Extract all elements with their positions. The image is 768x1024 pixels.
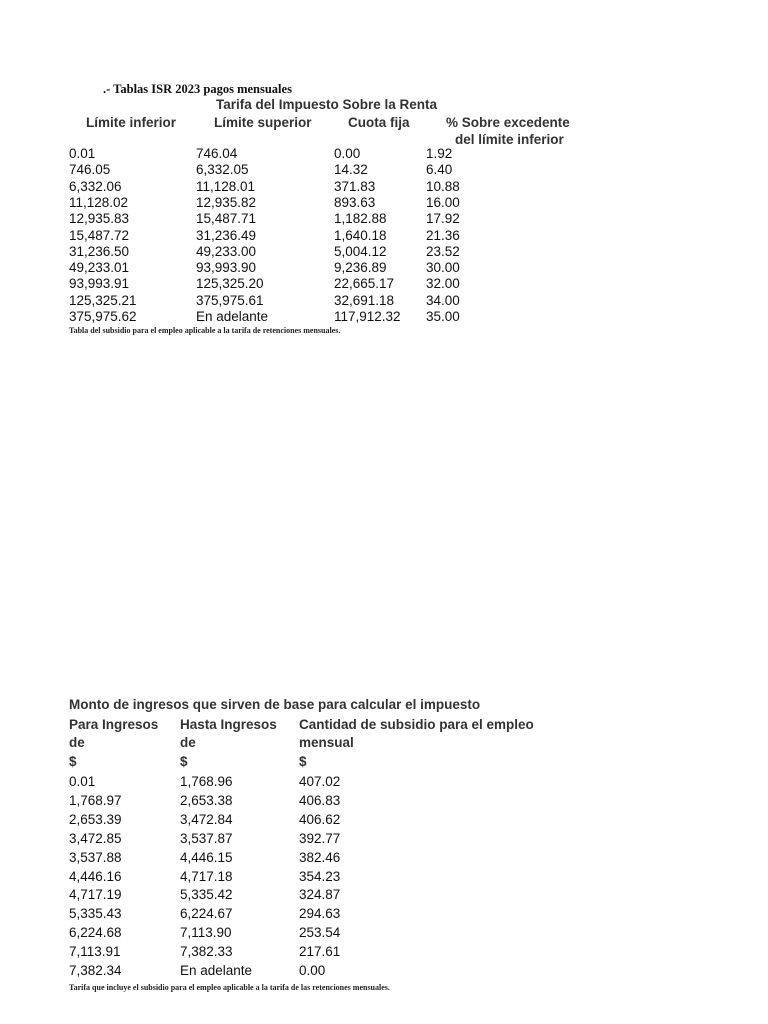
subsidio-col-hasta-ingresos-line2: de: [180, 735, 196, 750]
subsidio-cell-cantidad: 392.77: [299, 830, 341, 846]
isr-cell-limite-inferior: 11,128.02: [69, 194, 129, 210]
subsidio-col-cantidad-line2: mensual: [299, 735, 354, 750]
isr-cell-limite-superior: En adelante: [196, 309, 269, 324]
subsidio-cell-para-ingresos: 0.01: [69, 774, 96, 789]
subsidio-cell-para-ingresos: 6,224.68: [69, 925, 122, 941]
subsidio-col-para-ingresos: [69, 716, 158, 752]
subsidio-cell-hasta-ingresos: 5,335.42: [180, 887, 233, 903]
isr-cell-cuota-fija: 1,182.88: [334, 211, 387, 227]
isr-cell-limite-superior: 6,332.05: [196, 162, 249, 178]
isr-col-limite-inferior: Límite inferior: [86, 115, 177, 130]
isr-cell-porcentaje: 6.40: [426, 162, 453, 178]
isr-cell-cuota-fija: 1,640.18: [334, 227, 387, 243]
isr-cell-limite-superior: 31,236.49: [196, 227, 257, 243]
subsidio-cell-cantidad: 217.61: [299, 944, 341, 960]
isr-cell-cuota-fija: 32,691.18: [334, 292, 395, 308]
isr-cell-cuota-fija: 22,665.17: [334, 276, 395, 292]
subsidio-cell-para-ingresos: 7,382.34: [69, 963, 122, 978]
isr-cell-porcentaje: 23.52: [426, 243, 460, 259]
isr-cell-porcentaje: 10.88: [426, 178, 460, 194]
subsidio-cell-para-ingresos: 4,717.19: [69, 887, 122, 903]
isr-cell-porcentaje: 30.00: [426, 260, 460, 276]
subsidio-cell-hasta-ingresos: En adelante: [180, 963, 253, 978]
subsidio-cell-para-ingresos: 3,472.85: [69, 830, 122, 846]
isr-cell-cuota-fija: 14.32: [334, 162, 368, 178]
isr-cell-limite-inferior: 15,487.72: [69, 227, 130, 243]
subsidio-cell-hasta-ingresos: 3,472.84: [180, 811, 233, 827]
subsidio-col-cantidad: [299, 716, 534, 752]
isr-col-porcentaje-line2: del límite inferior: [455, 132, 564, 147]
isr-col-cuota-fija: Cuota fija: [348, 115, 410, 130]
isr-cell-limite-inferior: 746.05: [69, 162, 111, 178]
subsidio-cell-para-ingresos: 3,537.88: [69, 849, 122, 865]
subsidio-col-hasta-ingresos: [180, 716, 277, 752]
subsidio-cell-cantidad: 324.87: [299, 887, 341, 903]
isr-cell-porcentaje: 17.92: [426, 211, 460, 227]
subsidio-cell-para-ingresos: 5,335.43: [69, 906, 122, 922]
subsidio-cell-para-ingresos: 4,446.16: [69, 868, 122, 884]
subsidio-cell-hasta-ingresos: 4,717.18: [180, 868, 233, 884]
isr-col-limite-superior: Límite superior: [214, 115, 312, 130]
subsidio-cell-hasta-ingresos: 7,382.33: [180, 944, 233, 960]
subsidio-cell-hasta-ingresos: 6,224.67: [180, 906, 233, 922]
subsidio-cell-cantidad: 406.83: [299, 792, 341, 808]
subsidio-cell-hasta-ingresos: 4,446.15: [180, 849, 233, 865]
isr-cell-limite-inferior: 6,332.06: [69, 178, 122, 194]
subsidio-cell-cantidad: 253.54: [299, 925, 341, 941]
isr-cell-limite-inferior: 93,993.91: [69, 276, 130, 292]
isr-footnote: Tabla del subsidio para el empleo aplicable a la tarifa de retenciones mensuales.: [69, 326, 341, 335]
subsidio-table-title: Monto de ingresos que sirven de base para calcular el impuesto: [69, 697, 481, 712]
subsidio-cell-para-ingresos: 7,113.91: [69, 944, 121, 960]
isr-cell-porcentaje: 16.00: [426, 194, 460, 210]
subsidio-cell-para-ingresos: 2,653.39: [69, 811, 122, 827]
isr-cell-limite-superior: 125,325.20: [196, 276, 264, 292]
isr-cell-cuota-fija: 893.63: [334, 194, 376, 210]
isr-cell-limite-superior: 12,935.82: [196, 194, 257, 210]
isr-cell-limite-superior: 746.04: [196, 146, 238, 161]
isr-cell-limite-inferior: 49,233.01: [69, 260, 130, 276]
isr-cell-porcentaje: 1.92: [426, 146, 453, 161]
isr-cell-cuota-fija: 5,004.12: [334, 243, 387, 259]
subsidio-cell-hasta-ingresos: 1,768.96: [180, 774, 233, 789]
isr-col-porcentaje: % Sobre excedente: [446, 115, 570, 130]
subsidio-cell-cantidad: 406.62: [299, 811, 341, 827]
isr-cell-porcentaje: 32.00: [426, 276, 460, 292]
isr-cell-limite-inferior: 125,325.21: [69, 292, 137, 308]
isr-cell-cuota-fija: 0.00: [334, 146, 361, 161]
isr-cell-limite-inferior: 0.01: [69, 146, 96, 161]
subsidio-col-para-ingresos-line2: de: [69, 735, 85, 750]
subsidio-cell-para-ingresos: 1,768.97: [69, 792, 122, 808]
isr-cell-limite-inferior: 31,236.50: [69, 243, 130, 259]
subsidio-cell-hasta-ingresos: 7,113.90: [180, 925, 232, 941]
subsidio-currency-col3: $: [299, 754, 307, 769]
subsidio-cell-cantidad: 382.46: [299, 849, 341, 865]
isr-cell-limite-superior: 11,128.01: [196, 178, 256, 194]
isr-cell-limite-superior: 375,975.61: [196, 292, 264, 308]
subsidio-cell-hasta-ingresos: 3,537.87: [180, 830, 233, 846]
subsidio-currency-col2: $: [180, 754, 188, 769]
subsidio-cell-cantidad: 354.23: [299, 868, 341, 884]
isr-cell-cuota-fija: 9,236.89: [334, 260, 387, 276]
subsidio-footnote: Tarifa que incluye el subsidio para el empleo aplicable a la tarifa de las retenciones mensuales.: [69, 983, 390, 992]
isr-table-title: Tarifa del Impuesto Sobre la Renta: [216, 97, 438, 112]
isr-cell-cuota-fija: 371.83: [334, 178, 376, 194]
isr-cell-limite-inferior: 375,975.62: [69, 309, 137, 324]
subsidio-cell-cantidad: 407.02: [299, 774, 341, 789]
subsidio-cell-cantidad: 0.00: [299, 963, 326, 978]
isr-cell-porcentaje: 34.00: [426, 292, 460, 308]
isr-cell-limite-superior: 93,993.90: [196, 260, 257, 276]
isr-cell-porcentaje: 35.00: [426, 309, 460, 324]
isr-cell-porcentaje: 21.36: [426, 227, 460, 243]
subsidio-col-hasta-ingresos-line1: Hasta Ingresos: [180, 717, 277, 732]
subsidio-cell-cantidad: 294.63: [299, 906, 341, 922]
isr-cell-cuota-fija: 117,912.32: [334, 309, 401, 324]
subsidio-col-cantidad-line1: Cantidad de subsidio para el empleo: [299, 717, 534, 732]
subsidio-cell-hasta-ingresos: 2,653.38: [180, 792, 233, 808]
isr-cell-limite-superior: 15,487.71: [196, 211, 257, 227]
isr-heading: .- Tablas ISR 2023 pagos mensuales: [103, 82, 292, 96]
isr-cell-limite-inferior: 12,935.83: [69, 211, 130, 227]
subsidio-col-para-ingresos-line1: Para Ingresos: [69, 717, 159, 732]
isr-cell-limite-superior: 49,233.00: [196, 243, 257, 259]
subsidio-currency-col1: $: [69, 754, 77, 769]
